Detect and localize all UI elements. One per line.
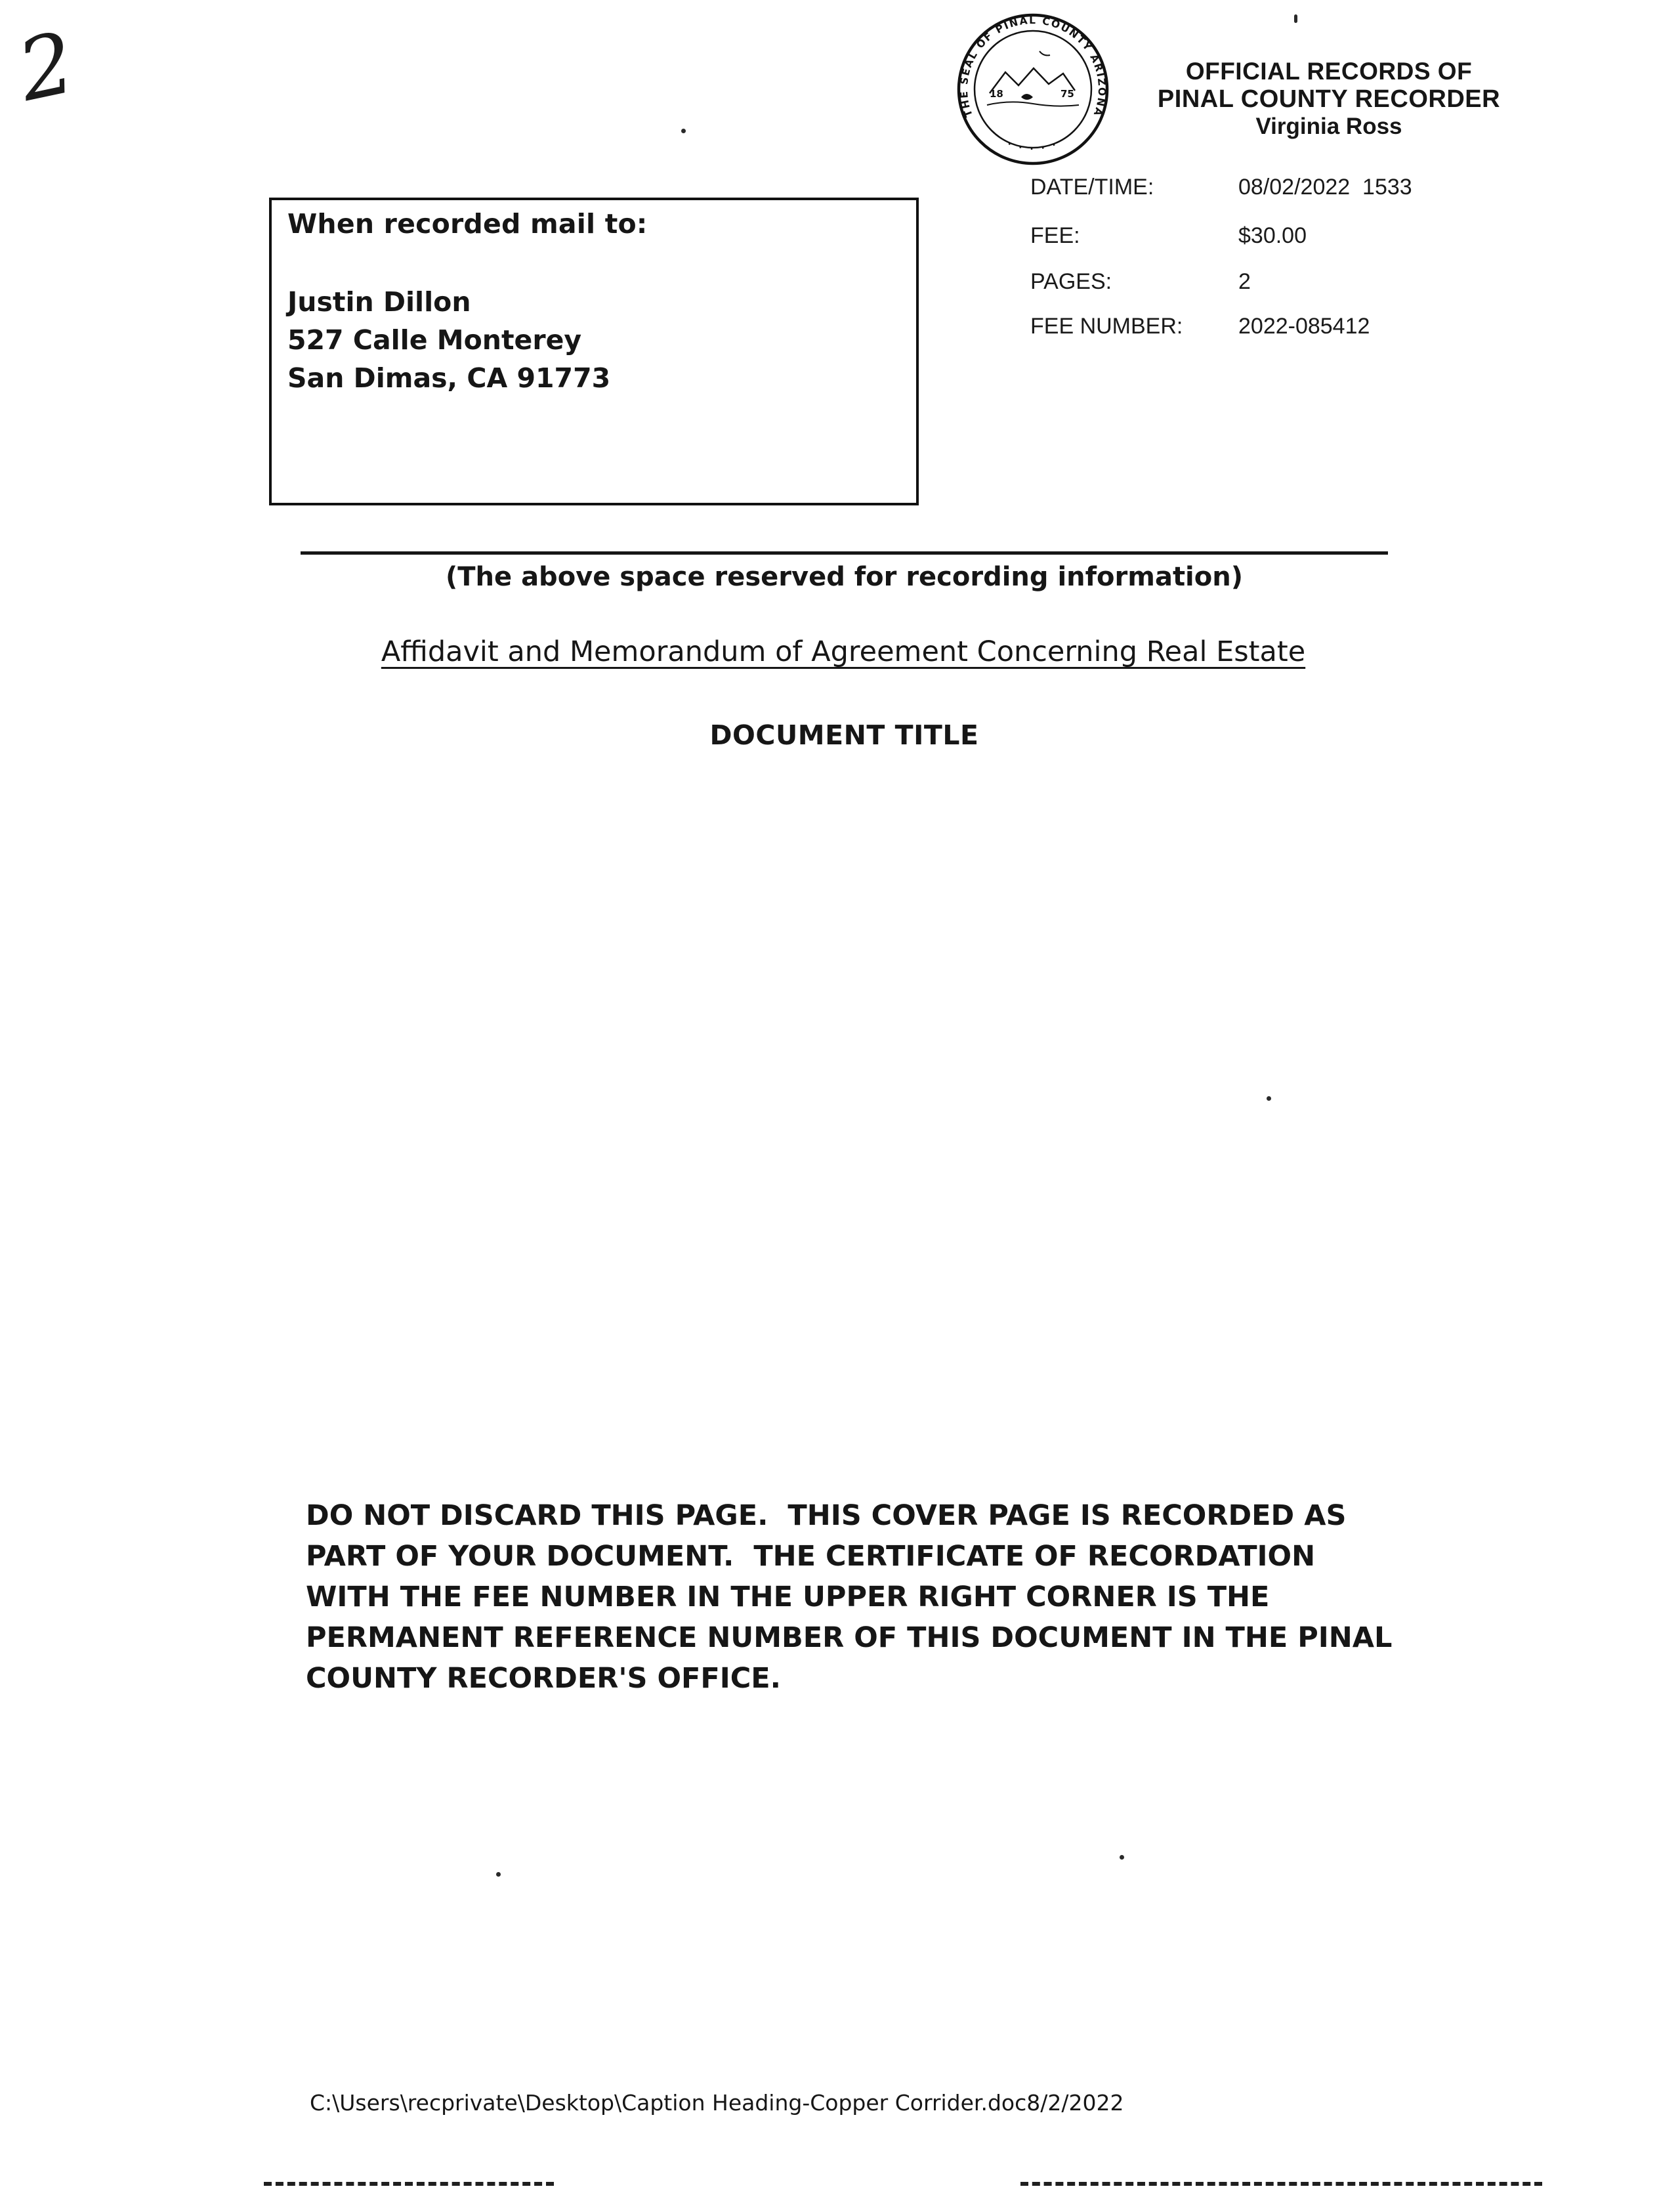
document-title-label: DOCUMENT TITLE xyxy=(709,719,979,751)
office-header-line2: PINAL COUNTY RECORDER xyxy=(1157,85,1501,113)
recording-info-row xyxy=(1030,175,1621,200)
svg-text:· · · · · xyxy=(1006,139,1060,155)
seal-center-mark-icon xyxy=(1021,94,1033,100)
recording-info-row xyxy=(1030,269,1621,295)
recording-info-label: FEE NUMBER: xyxy=(1030,314,1183,339)
do-not-discard-notice: DO NOT DISCARD THIS PAGE. THIS COVER PAGE IS RECORDED AS PART OF YOUR DOCUMENT. THE CERTIFICATE OF RECORDATION WITH THE FEE NUMBER IN THE UPPER RIGHT CORNER IS THE PERMANENT REFERENCE NUMBER OF THIS DOCUMENT IN THE PINAL COUNTY RECORDER'S OFFICE. xyxy=(306,1499,1402,1695)
scan-speck xyxy=(496,1872,501,1877)
footer-file-path: C:\Users\recprivate\Desktop\Caption Heading-Copper Corrider.doc8/2/2022 xyxy=(310,2090,1124,2116)
recording-info-label: PAGES: xyxy=(1030,269,1112,294)
mail-to-city: San Dimas, CA 91773 xyxy=(287,362,611,394)
recording-info-value: 2 xyxy=(1238,269,1251,294)
handwritten-page-number: 2 xyxy=(10,14,83,121)
seal-ring-text: THE SEAL OF PINAL COUNTY ARIZONA xyxy=(957,14,1108,119)
scan-speck xyxy=(1267,1096,1271,1101)
recorder-name: Virginia Ross xyxy=(1255,114,1402,139)
mail-to-street: 527 Calle Monterey xyxy=(287,324,582,356)
recording-info-row xyxy=(1030,223,1621,249)
recorder-office-header xyxy=(1116,58,1542,140)
recording-info-label: FEE: xyxy=(1030,223,1080,248)
mail-to-heading: When recorded mail to: xyxy=(287,208,648,240)
office-header-line1: OFFICIAL RECORDS OF xyxy=(1185,58,1473,85)
recording-info-value: $30.00 xyxy=(1238,223,1307,248)
pinal-county-seal-icon xyxy=(956,12,1110,167)
scan-speck xyxy=(1294,14,1297,23)
mail-to-address xyxy=(287,283,610,397)
document-heading: Affidavit and Memorandum of Agreement Concerning Real Estate xyxy=(381,635,1306,668)
seal-year-right: 75 xyxy=(1060,88,1074,100)
scan-speck xyxy=(681,129,686,133)
recording-info-label: DATE/TIME: xyxy=(1030,175,1154,200)
reserved-space-note: (The above space reserved for recording information) xyxy=(445,562,1244,592)
seal-year-left: 18 xyxy=(990,88,1003,100)
recording-info-row xyxy=(1030,314,1621,339)
scan-artifact-line xyxy=(1020,2182,1542,2186)
mail-to-name: Justin Dillon xyxy=(287,286,471,318)
recording-info-value: 2022-085412 xyxy=(1238,314,1370,339)
reserved-space-rule xyxy=(301,551,1388,555)
scan-speck xyxy=(1120,1855,1124,1860)
scan-artifact-line xyxy=(264,2182,554,2186)
seal-bottom-dots: · · · · · xyxy=(1005,139,1060,155)
seal-sky-scribble-icon xyxy=(1040,51,1050,55)
seal-ground-icon xyxy=(987,102,1079,106)
recording-info-value: 08/02/2022 1533 xyxy=(1238,175,1412,200)
mail-to-box xyxy=(269,198,919,505)
